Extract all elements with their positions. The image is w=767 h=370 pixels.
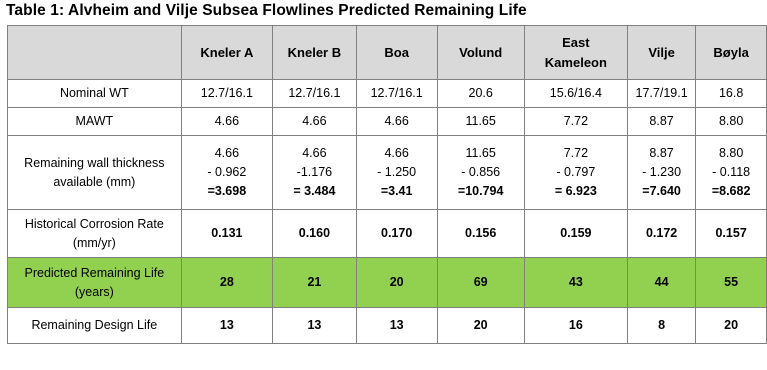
- cell-line-result: =8.682: [711, 183, 751, 198]
- cell-line: - 0.118: [712, 165, 751, 180]
- row-label: Historical Corrosion Rate (mm/yr): [8, 210, 182, 258]
- table-cell: 55: [696, 258, 767, 308]
- table-cell: 44: [627, 258, 695, 308]
- table-cell: 0.157: [696, 210, 767, 258]
- table-cell: 43: [524, 258, 627, 308]
- table-cell: 12.7/16.1: [181, 80, 272, 108]
- header-corner-cell: [8, 26, 182, 80]
- table-row-mawt: [8, 108, 767, 136]
- table-cell: [627, 136, 695, 210]
- table-cell: 28: [181, 258, 272, 308]
- row-label: Remaining wall thickness available (mm): [8, 136, 182, 210]
- column-header: Kneler B: [273, 26, 357, 80]
- column-header: Kneler A: [181, 26, 272, 80]
- table-cell: 16: [524, 308, 627, 344]
- table-cell: 13: [356, 308, 437, 344]
- table-cell: 4.66: [181, 108, 272, 136]
- row-label: Remaining Design Life: [8, 308, 182, 344]
- table-row-remaining-wall-thickness: [8, 136, 767, 210]
- table-cell: 17.7/19.1: [627, 80, 695, 108]
- cell-line: 8.80: [718, 146, 744, 161]
- table-row-remaining-design-life: [8, 308, 767, 344]
- cell-line: 4.66: [214, 146, 240, 161]
- table-cell: 21: [273, 258, 357, 308]
- cell-line: - 0.856: [461, 165, 501, 180]
- column-header: Vilje: [627, 26, 695, 80]
- table-cell: 7.72: [524, 108, 627, 136]
- table-cell: 11.65: [437, 108, 524, 136]
- table-cell: 20: [437, 308, 524, 344]
- row-label: MAWT: [8, 108, 182, 136]
- data-table-container: [7, 25, 767, 344]
- table-cell: 20.6: [437, 80, 524, 108]
- row-label: Nominal WT: [8, 80, 182, 108]
- table-row-predicted-remaining-life: [8, 258, 767, 308]
- table-cell: 8: [627, 308, 695, 344]
- table-row-nominal-wt: [8, 80, 767, 108]
- cell-line-result: = 6.923: [554, 183, 597, 198]
- table-cell: 4.66: [356, 108, 437, 136]
- table-cell: 12.7/16.1: [356, 80, 437, 108]
- cell-line: 7.72: [563, 146, 589, 161]
- table-cell: 0.159: [524, 210, 627, 258]
- table-row-corrosion-rate: [8, 210, 767, 258]
- table-title: Table 1: Alvheim and Vilje Subsea Flowlines Predicted Remaining Life: [6, 2, 527, 19]
- table-cell: 12.7/16.1: [273, 80, 357, 108]
- table-cell: 0.156: [437, 210, 524, 258]
- cell-line: - 0.797: [556, 165, 596, 180]
- table-cell: 16.8: [696, 80, 767, 108]
- cell-line: - 1.250: [377, 165, 417, 180]
- table-cell: [696, 136, 767, 210]
- table-cell: 69: [437, 258, 524, 308]
- cell-line: 4.66: [302, 146, 327, 161]
- table-cell: 0.160: [273, 210, 357, 258]
- table-cell: 13: [273, 308, 357, 344]
- table-cell: 8.80: [696, 108, 767, 136]
- table-cell: 0.172: [627, 210, 695, 258]
- table-cell: 8.87: [627, 108, 695, 136]
- row-label: Predicted Remaining Life (years): [8, 258, 182, 308]
- table-cell: [273, 136, 357, 210]
- table-cell: 0.170: [356, 210, 437, 258]
- cell-line: - 1.230: [642, 165, 682, 180]
- table-cell: [437, 136, 524, 210]
- cell-line-result: =3.41: [380, 183, 413, 198]
- cell-line: 11.65: [465, 146, 496, 161]
- table-cell: 13: [181, 308, 272, 344]
- cell-line: 8.87: [649, 146, 674, 161]
- table-cell: [524, 136, 627, 210]
- cell-line-result: =7.640: [642, 183, 681, 198]
- cell-line-result: = 3.484: [293, 183, 336, 198]
- cell-line-result: =3.698: [207, 183, 247, 198]
- table-cell: [356, 136, 437, 210]
- remaining-life-table: [7, 25, 767, 344]
- table-cell: [181, 136, 272, 210]
- cell-line: - 0.962: [207, 165, 247, 180]
- cell-line: 4.66: [384, 146, 409, 161]
- column-header: Bøyla: [696, 26, 767, 80]
- column-header: East Kameleon: [524, 26, 627, 80]
- table-cell: 20: [356, 258, 437, 308]
- cell-line: -1.176: [296, 165, 333, 180]
- cell-line-result: =10.794: [457, 183, 504, 198]
- table-cell: 0.131: [181, 210, 272, 258]
- header-row: [8, 26, 767, 80]
- table-cell: 4.66: [273, 108, 357, 136]
- table-cell: 15.6/16.4: [524, 80, 627, 108]
- table-cell: 20: [696, 308, 767, 344]
- column-header: Boa: [356, 26, 437, 80]
- column-header: Volund: [437, 26, 524, 80]
